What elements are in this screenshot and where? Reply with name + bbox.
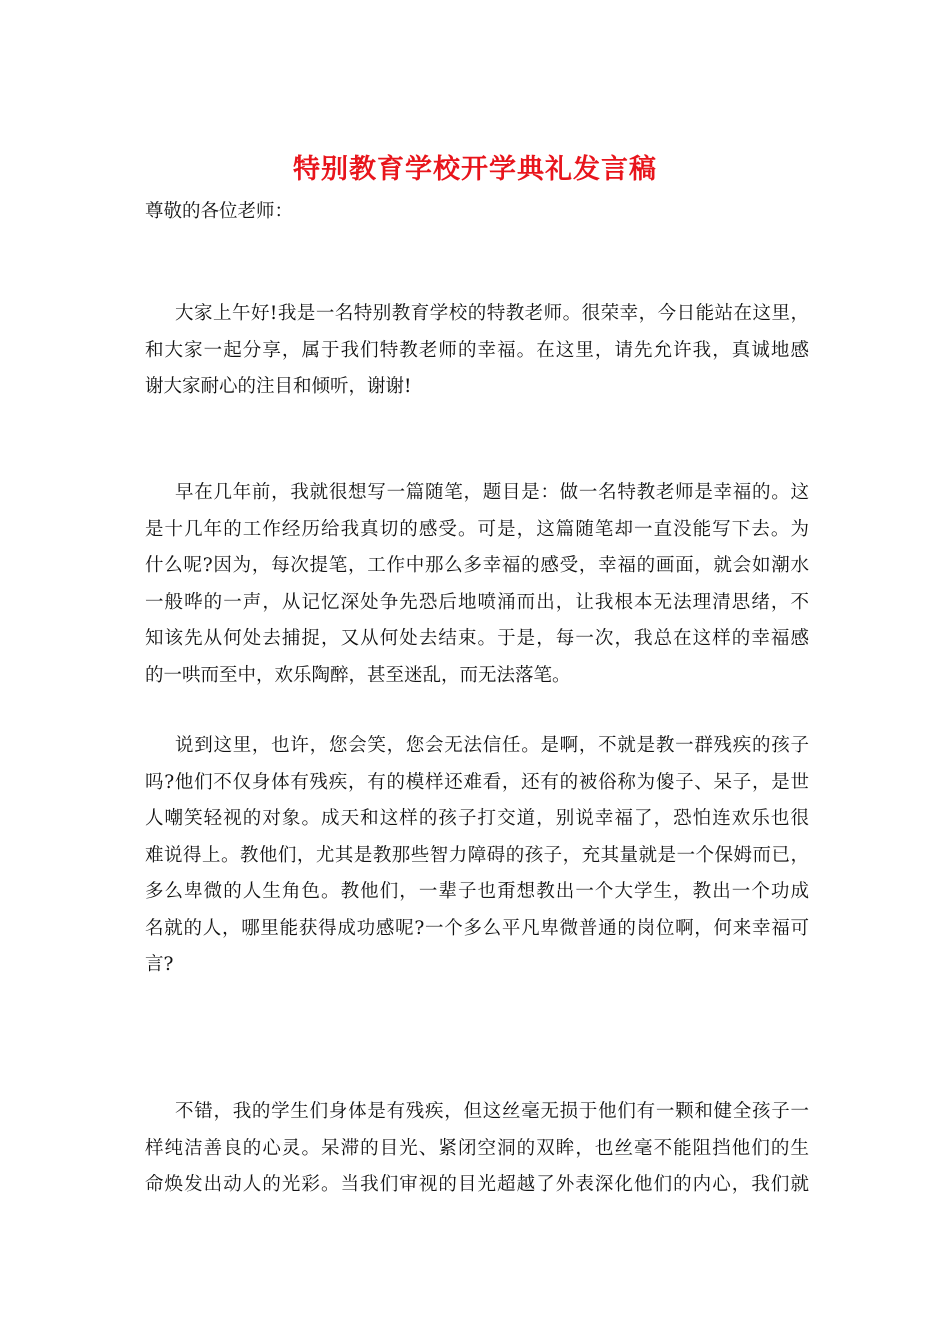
paragraph-line: 和大家一起分享，属于我们特教老师的幸福。在这里，请先允许我，真诚地感	[145, 339, 809, 361]
paragraph-line: 样纯洁善良的心灵。呆滞的目光、紧闭空洞的双眸，也丝毫不能阻挡他们的生	[145, 1137, 809, 1159]
paragraph-line: 什么呢?因为，每次提笔，工作中那么多幸福的感受，幸福的画面，就会如潮水	[145, 555, 809, 576]
paragraph-line: 名就的人，哪里能获得成功感呢?一个多么平凡卑微普通的岗位啊，何来幸福可	[145, 917, 809, 939]
paragraph-line: 人嘲笑轻视的对象。成天和这样的孩子打交道，别说幸福了，恐怕连欢乐也很	[145, 808, 809, 829]
paragraph-3	[145, 728, 809, 984]
paragraph-2	[145, 475, 809, 694]
paragraph-line: 一般哗的一声，从记忆深处争先恐后地喷涌而出，让我根本无法理清思绪，不	[145, 591, 809, 613]
paragraph-line: 不错，我的学生们身体是有残疾，但这丝毫无损于他们有一颗和健全孩子一	[175, 1101, 809, 1122]
paragraph-line: 大家上午好!我是一名特别教育学校的特教老师。很荣幸，今日能站在这里，	[175, 303, 809, 324]
paragraph-line: 难说得上。教他们，尤其是教那些智力障碍的孩子，充其量就是一个保姆而已，	[145, 844, 809, 866]
paragraph-line: 早在几年前，我就很想写一篇随笔，题目是：做一名特教老师是幸福的。这	[175, 482, 809, 503]
paragraph-line: 多么卑微的人生角色。教他们，一辈子也甭想教出一个大学生，教出一个功成	[145, 881, 809, 902]
paragraph-4	[145, 1094, 809, 1204]
salutation: 尊敬的各位老师：	[145, 201, 294, 222]
paragraph-line: 是十几年的工作经历给我真切的感受。可是，这篇随笔却一直没能写下去。为	[145, 518, 809, 540]
document-title: 特别教育学校开学典礼发言稿	[293, 154, 657, 185]
paragraph-line: 吗?他们不仅身体有残疾，有的模样还难看，还有的被俗称为傻子、呆子，是世	[145, 771, 809, 793]
paragraph-line: 说到这里，也许，您会笑，您会无法信任。是啊，不就是教一群残疾的孩子	[175, 735, 809, 756]
paragraph-line: 言?	[145, 954, 174, 975]
paragraph-1	[145, 296, 809, 406]
paragraph-line: 的一哄而至中，欢乐陶醉，甚至迷乱，而无法落笔。	[145, 664, 571, 686]
paragraph-line: 谢大家耐心的注目和倾听，谢谢!	[145, 376, 412, 397]
paragraph-line: 知该先从何处去捕捉，又从何处去结束。于是，每一次，我总在这样的幸福感	[145, 628, 809, 649]
paragraph-line: 命焕发出动人的光彩。当我们审视的目光超越了外表深化他们的内心，我们就	[145, 1174, 809, 1195]
